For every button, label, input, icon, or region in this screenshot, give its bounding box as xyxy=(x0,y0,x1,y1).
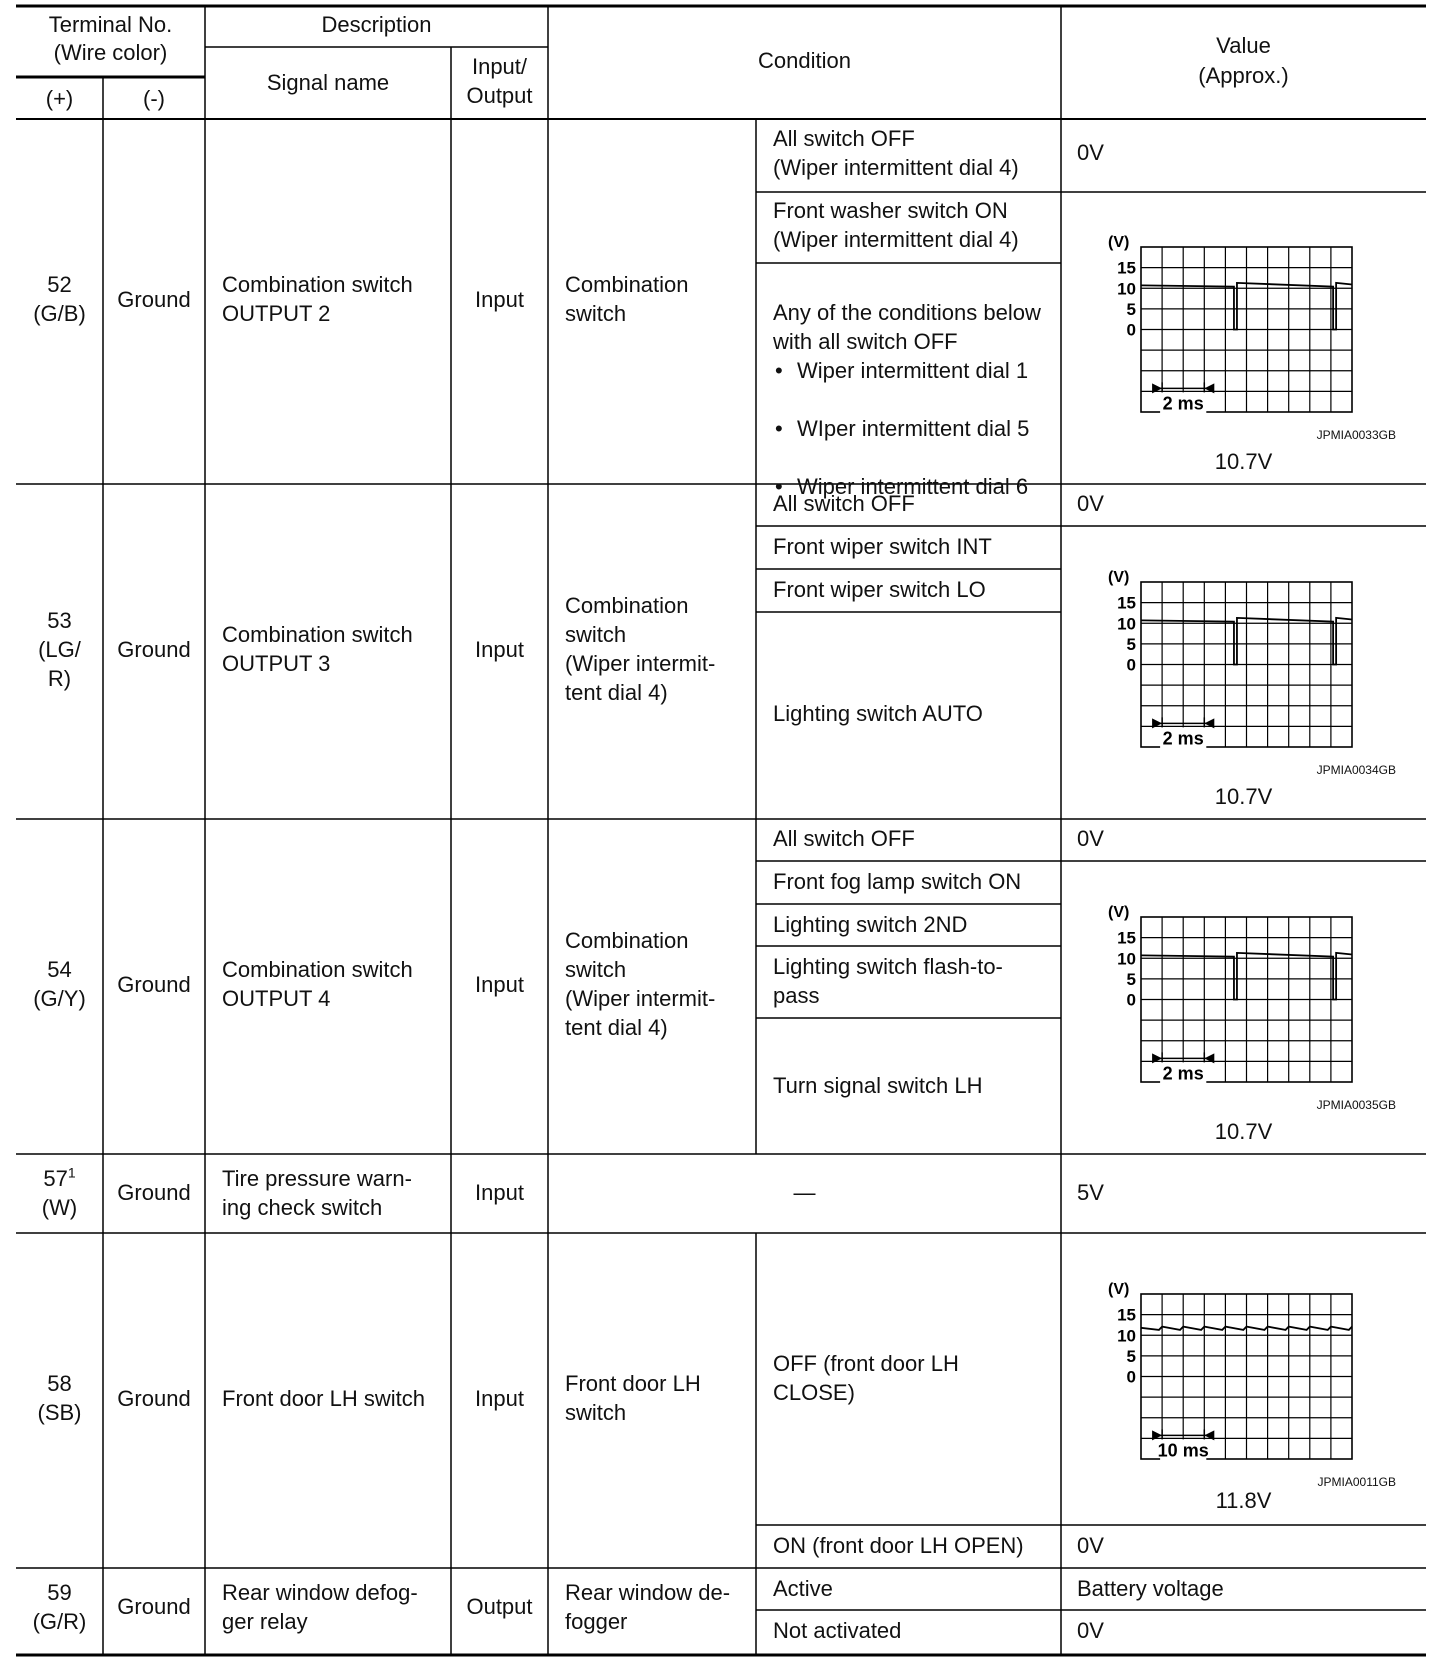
scope-grid xyxy=(1141,247,1352,412)
sub-condition: Lighting switch flash-to- xyxy=(773,954,1003,979)
condition-line-1: Combination xyxy=(565,593,689,618)
header-condition: Condition xyxy=(758,48,851,73)
scope-y-tick: 15 xyxy=(1117,1305,1136,1325)
sub-condition: All switch OFF xyxy=(773,126,915,151)
condition-dash: — xyxy=(793,1180,816,1205)
scope-y-tick: 0 xyxy=(1126,655,1136,675)
scope-grid xyxy=(1141,917,1352,1082)
condition-line-3: (Wiper intermit- xyxy=(565,651,716,676)
terminal-number: 58 xyxy=(47,1371,72,1396)
condition-line-2: switch xyxy=(565,1400,627,1425)
signal-name-line-1: Combination switch xyxy=(222,272,413,297)
condition-line-1: Combination xyxy=(565,272,689,297)
value-text: 0V xyxy=(1077,1618,1104,1643)
value-text: Battery voltage xyxy=(1077,1576,1224,1601)
sub-condition: Front wiper switch INT xyxy=(773,534,992,559)
oscilloscope-waveform xyxy=(1106,1282,1416,1462)
scope-y-tick: 10 xyxy=(1117,949,1136,969)
scope-y-tick: 0 xyxy=(1126,320,1136,340)
sub-condition: (Wiper intermittent dial 4) xyxy=(773,155,1019,180)
figure-code: JPMIA0034GB xyxy=(1316,763,1396,777)
scope-axis-unit: (V) xyxy=(1108,904,1130,921)
terminal-number: $57^1$ xyxy=(43,1164,76,1191)
condition-line-1: Front door LH xyxy=(565,1371,701,1396)
value-text: 0V xyxy=(1077,140,1104,165)
condition-line-2: switch xyxy=(565,622,627,647)
signal-name-line-1: Tire pressure warn- xyxy=(222,1166,412,1191)
scope-y-tick: 5 xyxy=(1126,969,1136,989)
signal-name-line-1: Front door LH switch xyxy=(222,1386,425,1411)
ground-label: Ground xyxy=(117,972,191,997)
header-terminal-no: Terminal No. xyxy=(48,12,173,37)
scope-grid xyxy=(1141,1294,1352,1459)
scope-time-label: 2 ms xyxy=(1162,728,1204,749)
figure-code: JPMIA0011GB xyxy=(1317,1475,1396,1489)
ground-label: Ground xyxy=(117,287,191,312)
wire-color: R) xyxy=(47,666,72,691)
scope-y-tick: 15 xyxy=(1117,928,1136,948)
io-type: Output xyxy=(466,1594,533,1619)
ground-label: Ground xyxy=(117,1386,191,1411)
signal-name-line-2: OUTPUT 2 xyxy=(222,301,331,326)
sub-condition: ON (front door LH OPEN) xyxy=(773,1533,1024,1558)
figure-code: JPMIA0035GB xyxy=(1316,1098,1396,1112)
figure-code: JPMIA0033GB xyxy=(1316,428,1396,442)
condition-line-2: switch xyxy=(565,957,627,982)
condition-line-3: (Wiper intermit- xyxy=(565,986,716,1011)
header-description: Description xyxy=(321,12,432,37)
oscilloscope-waveform xyxy=(1106,570,1416,750)
condition-line-2: switch xyxy=(565,301,627,326)
sub-condition: Lighting switch 2ND xyxy=(773,912,968,937)
wire-color: (G/Y) xyxy=(33,986,86,1011)
scope-time-label: 2 ms xyxy=(1162,1063,1204,1084)
signal-name-line-1: Combination switch xyxy=(222,622,413,647)
condition-line-1: Rear window de- xyxy=(565,1580,731,1605)
bullet-item: • Wiper intermittent dial 6 xyxy=(773,472,1440,501)
condition-line-4: tent dial 4) xyxy=(565,680,668,705)
bullet-item: • WIper intermittent dial 5 xyxy=(773,414,1440,443)
header-input-output-2: Output xyxy=(466,83,533,108)
scope-y-tick: 15 xyxy=(1117,593,1136,613)
scope-y-tick: 15 xyxy=(1117,258,1136,278)
signal-name-line-1: Rear window defog- xyxy=(222,1580,418,1605)
sub-condition: Front washer switch ON xyxy=(773,198,1008,223)
signal-name-line-2: ing check switch xyxy=(222,1195,383,1220)
header-plus: (+) xyxy=(45,86,74,111)
sub-condition: Turn signal switch LH xyxy=(773,1073,983,1098)
scope-y-tick: 10 xyxy=(1117,1326,1136,1346)
scope-time-label: 2 ms xyxy=(1162,393,1204,414)
ground-label: Ground xyxy=(117,1180,191,1205)
signal-name-line-2: ger relay xyxy=(222,1609,308,1634)
terminal-number: 54 xyxy=(47,957,72,982)
wire-color: (W) xyxy=(41,1195,78,1220)
scope-axis-unit: (V) xyxy=(1108,234,1130,251)
header-minus: (-) xyxy=(143,86,165,111)
sub-condition: All switch OFF xyxy=(773,491,915,516)
value-text: 0V xyxy=(1077,491,1104,516)
terminal-number: 53 xyxy=(47,608,72,633)
oscilloscope-waveform xyxy=(1106,905,1416,1085)
value-text: 0V xyxy=(1077,1533,1104,1558)
header-signal-name: Signal name xyxy=(266,70,390,95)
io-type: Input xyxy=(475,1180,524,1205)
header-wire-color: (Wire color) xyxy=(53,40,168,65)
value-text: 10.7V xyxy=(1214,449,1273,474)
condition-line-2: fogger xyxy=(565,1609,628,1634)
scope-axis-unit: (V) xyxy=(1108,1281,1130,1298)
bullet-item: • Wiper intermittent dial 1 xyxy=(773,356,1440,385)
ground-label: Ground xyxy=(117,637,191,662)
sub-condition: CLOSE) xyxy=(773,1380,855,1405)
sub-condition: All switch OFF xyxy=(773,826,915,851)
sub-condition: (Wiper intermittent dial 4) xyxy=(773,227,1019,252)
io-type: Input xyxy=(475,287,524,312)
io-type: Input xyxy=(475,637,524,662)
value-text: 11.8V xyxy=(1215,1488,1272,1513)
ground-label: Ground xyxy=(117,1594,191,1619)
terminal-number: 59 xyxy=(47,1580,72,1605)
wire-color: (G/R) xyxy=(32,1609,87,1634)
io-type: Input xyxy=(475,972,524,997)
sub-condition: Front fog lamp switch ON xyxy=(773,869,1022,894)
oscilloscope-waveform xyxy=(1106,235,1416,415)
sub-condition: Lighting switch AUTO xyxy=(773,701,983,726)
scope-y-tick: 0 xyxy=(1126,1367,1136,1387)
scope-y-tick: 5 xyxy=(1126,634,1136,654)
wire-color: (LG/ xyxy=(38,637,81,662)
header-value-2: (Approx.) xyxy=(1198,63,1289,88)
scope-grid xyxy=(1141,582,1352,747)
value-text: 0V xyxy=(1077,826,1104,851)
sub-condition: Any of the conditions below xyxy=(773,300,1041,325)
terminal-number: 52 xyxy=(47,272,72,297)
condition-line-4: tent dial 4) xyxy=(565,1015,668,1040)
scope-y-tick: 5 xyxy=(1126,1346,1136,1366)
value-text: 10.7V xyxy=(1214,1119,1273,1144)
sub-condition: pass xyxy=(773,983,820,1008)
scope-time-label: 10 ms xyxy=(1157,1440,1209,1461)
signal-name-line-2: OUTPUT 3 xyxy=(222,651,331,676)
condition-line-1: Combination xyxy=(565,928,689,953)
sub-condition: Front wiper switch LO xyxy=(773,577,986,602)
footnote-marker: 1 xyxy=(67,1164,76,1181)
sub-condition: Active xyxy=(773,1576,833,1601)
io-type: Input xyxy=(475,1386,524,1411)
signal-name-line-2: OUTPUT 4 xyxy=(222,986,331,1011)
scope-y-tick: 0 xyxy=(1126,990,1136,1010)
value-text: 5V xyxy=(1077,1180,1104,1205)
scope-y-tick: 10 xyxy=(1117,279,1136,299)
sub-condition: OFF (front door LH xyxy=(773,1351,959,1376)
signal-name-line-1: Combination switch xyxy=(222,957,413,982)
scope-axis-unit: (V) xyxy=(1108,569,1130,586)
sub-condition: with all switch OFF xyxy=(773,329,958,354)
header-input-output-1: Input/ xyxy=(471,54,528,79)
header-value-1: Value xyxy=(1216,33,1271,58)
scope-y-tick: 10 xyxy=(1117,614,1136,634)
wire-color: (SB) xyxy=(37,1400,82,1425)
value-text: 10.7V xyxy=(1214,784,1273,809)
wire-color: (G/B) xyxy=(33,301,86,326)
scope-y-tick: 5 xyxy=(1126,299,1136,319)
sub-condition: Not activated xyxy=(773,1618,902,1643)
